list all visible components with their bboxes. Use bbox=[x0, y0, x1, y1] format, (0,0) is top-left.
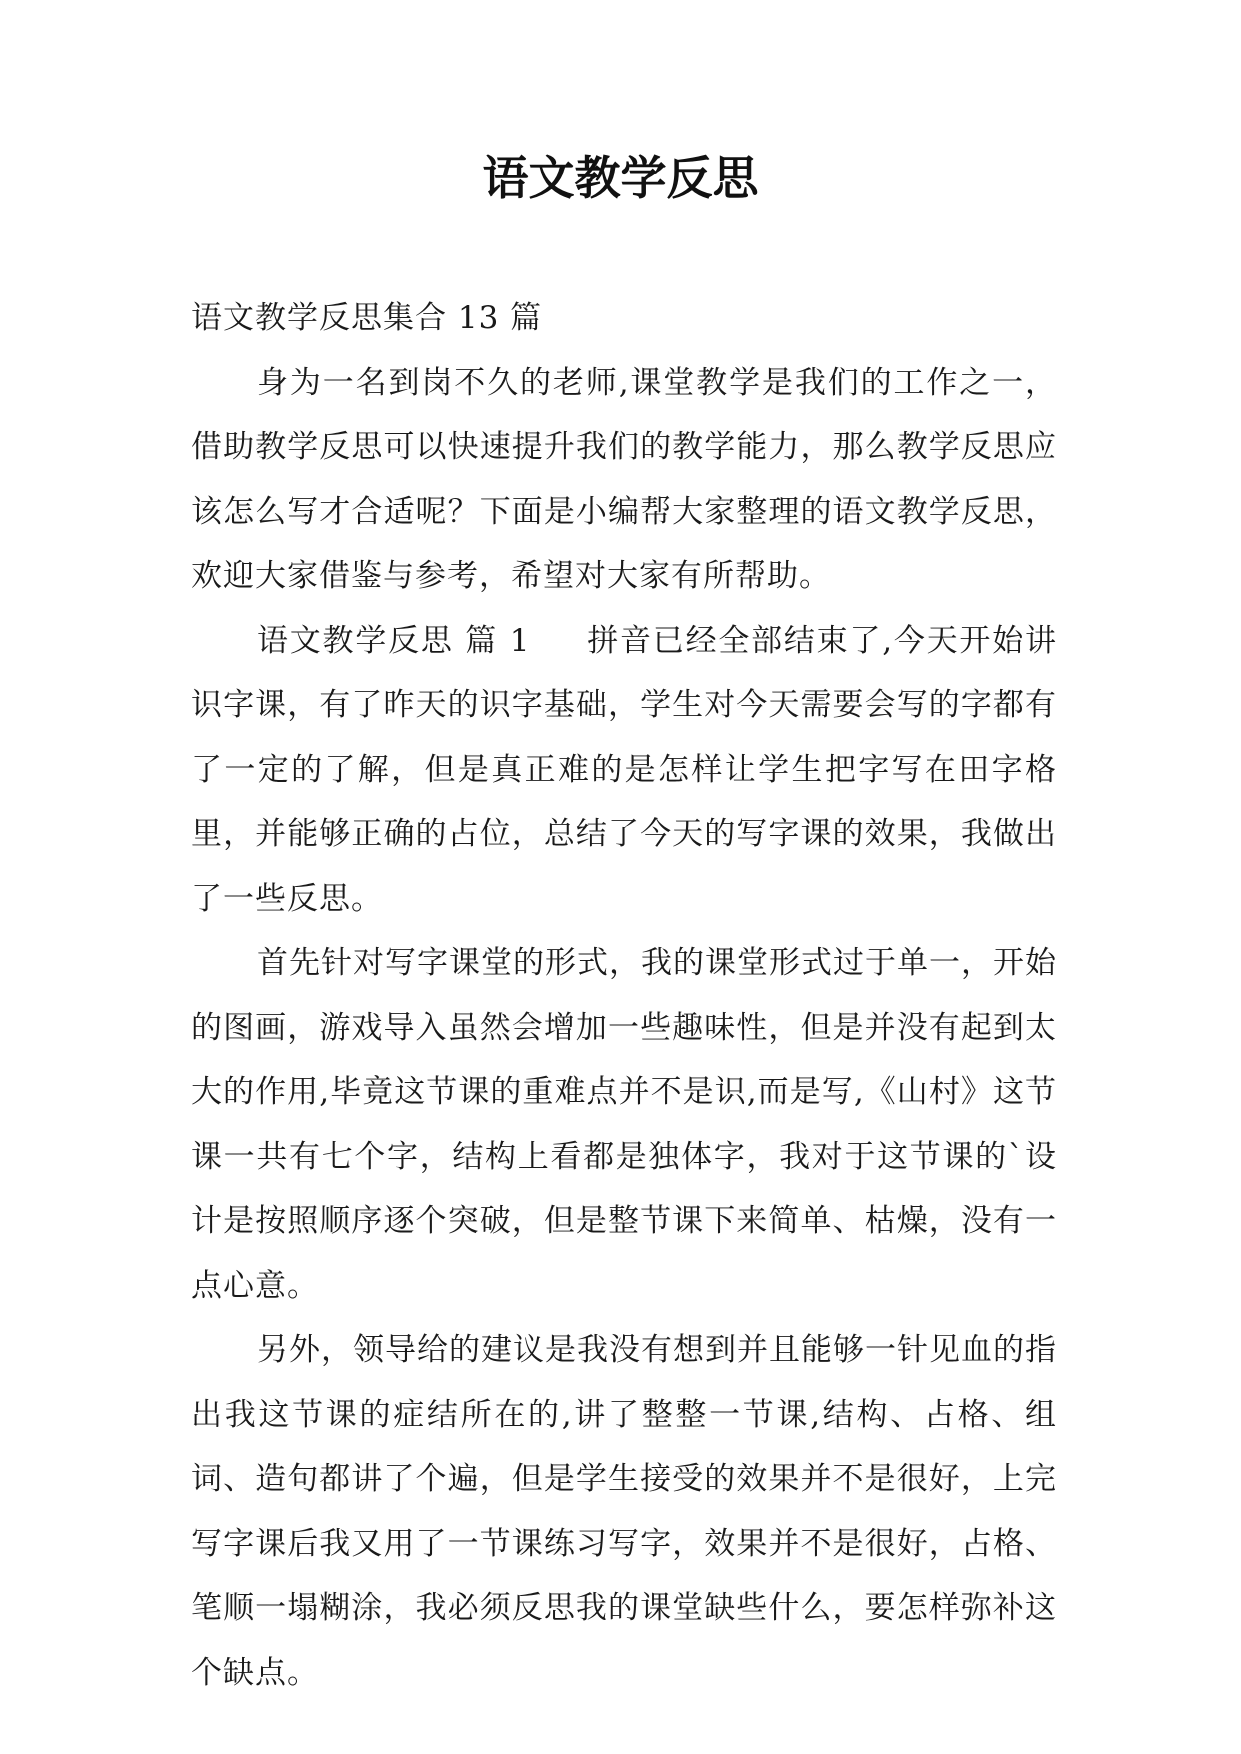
intro-paragraph: 身为一名到岗不久的老师,课堂教学是我们的工作之一，借助教学反思可以快速提升我们的教学能力，那么教学反思应该怎么写才合适呢？下面是小编帮大家整理的语文教学反思，欢迎大家借鉴与参考，希望对大家有所帮助。 bbox=[191, 364, 1057, 594]
section-1-paragraph bbox=[191, 609, 1057, 932]
body-paragraph: 首先针对写字课堂的形式，我的课堂形式过于单一，开始的图画，游戏导入虽然会增加一些趣味性，但是并没有起到太大的作用,毕竟这节课的重难点并不是识,而是写,《山村》这节课一共有七个字，结构上看都是独体字，我对于这节课的`设计是按照顺序逐个突破，但是整节课下来简单、枯燥，没有一点心意。 bbox=[191, 945, 1057, 1304]
body-paragraph: 另外，领导给的建议是我没有想到并且能够一针见血的指出我这节课的症结所在的,讲了整整一节课,结构、占格、组词、造句都讲了个遍，但是学生接受的效果并不是很好，上完写字课后我又用了一节课练习写字，效果并不是很好，占格、笔顺一塌糊涂，我必须反思我的课堂缺些什么，要怎样弥补这个缺点。 bbox=[191, 1332, 1057, 1691]
document-subtitle: 语文教学反思集合 13 篇 bbox=[191, 300, 543, 336]
section-1-text: 拼音已经全部结束了,今天开始讲识字课，有了昨天的识字基础，学生对今天需要会写的字都有了一定的了解，但是真正难的是怎样让学生把字写在田字格里，并能够正确的占位，总结了今天的写字课的效果，我做出了一些反思。 bbox=[191, 622, 1057, 917]
section-heading: 语文教学反思 篇 1 bbox=[257, 622, 531, 659]
document-title: 语文教学反思 bbox=[482, 151, 759, 205]
document-body bbox=[191, 286, 1057, 1705]
